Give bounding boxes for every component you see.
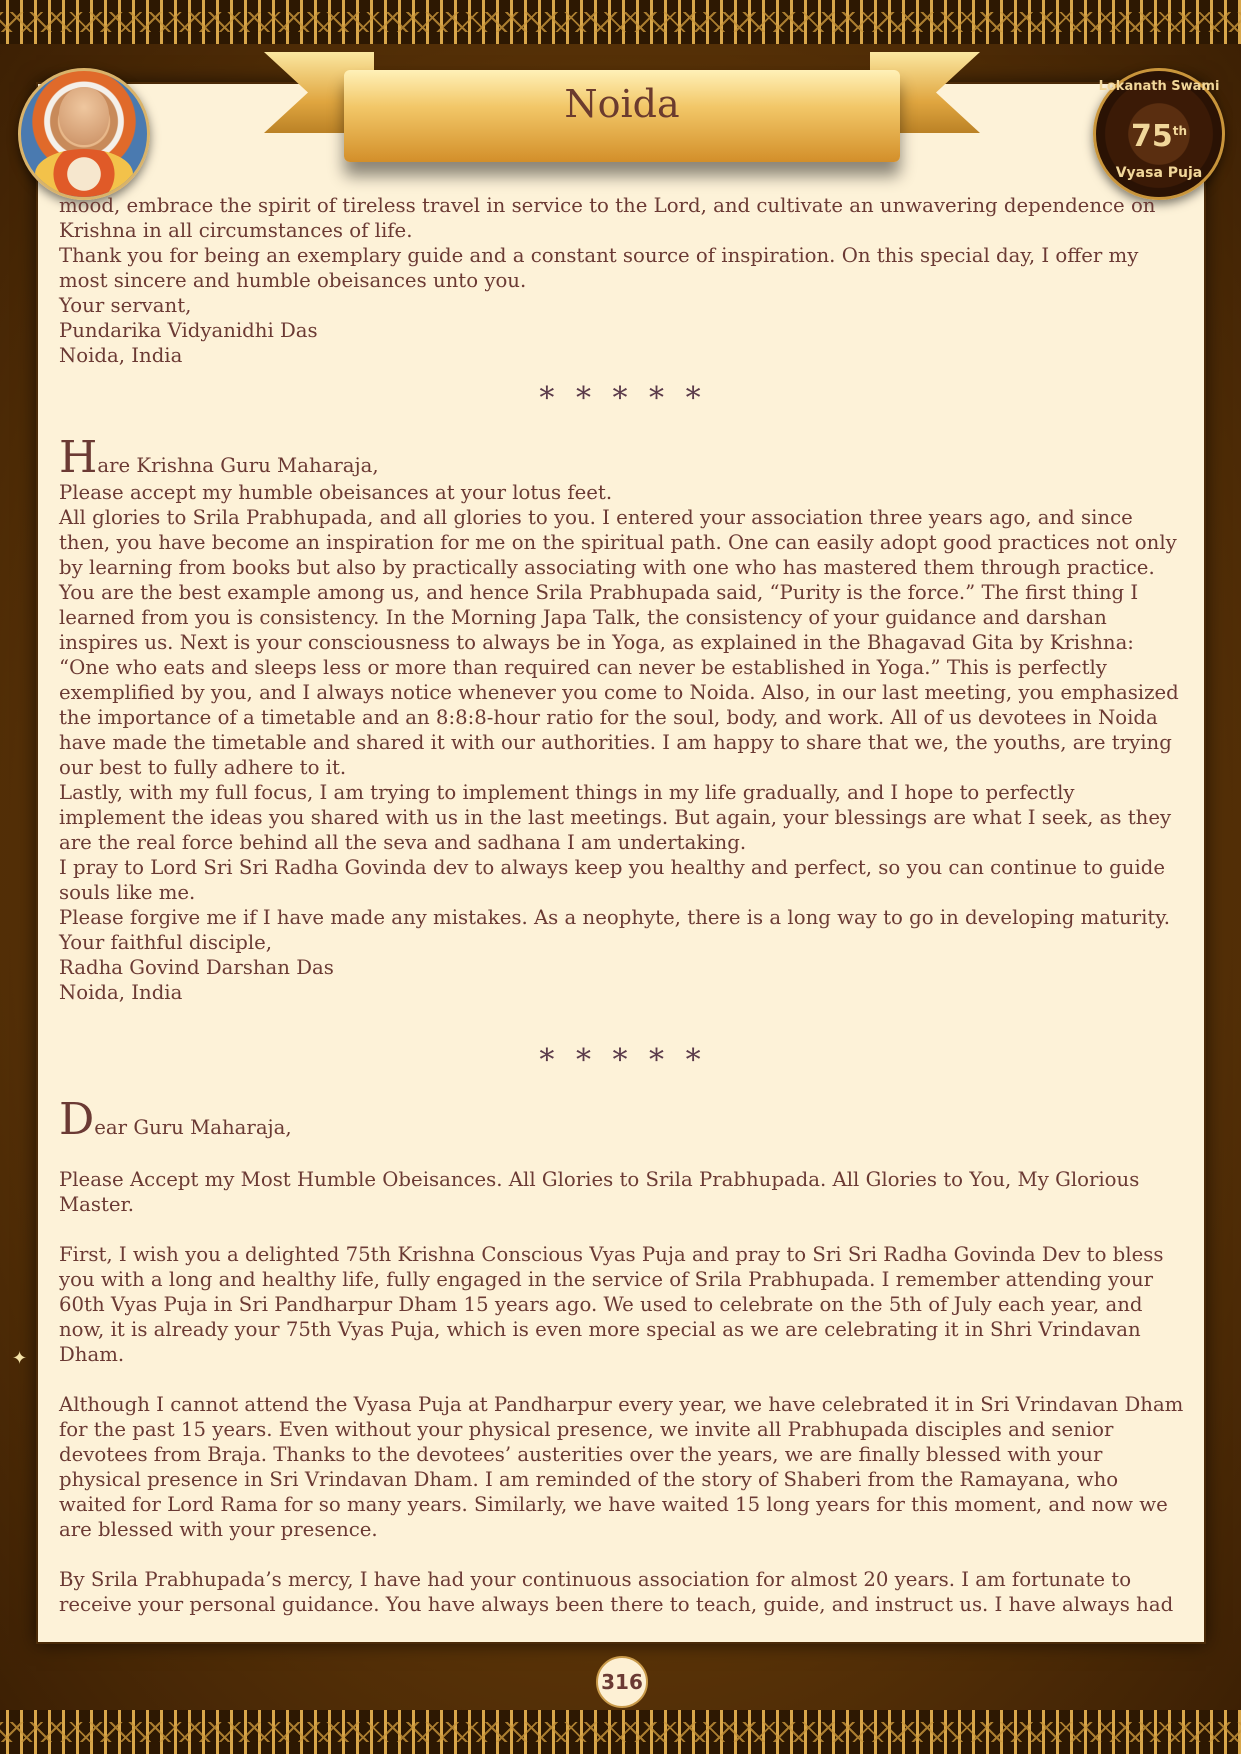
paragraph: mood, embrace the spirit of tireless travel in service to the Lord, and cultivate an unwavering dependence on Krishna in all circumstances of life. [59,194,1156,242]
salutation-text: ear Guru Maharaja, [94,1116,292,1139]
section-divider: * * * * * [539,381,707,416]
badge-number-value: 75 [1130,119,1173,154]
signoff: Your servant, [59,294,192,317]
badge-top-text: Lokanath Swami [1098,79,1220,94]
spacer [59,1542,1187,1567]
section-divider: * * * * * [539,1043,707,1078]
page-title: Noida [564,82,680,126]
paragraph: Thank you for being an exemplary guide and a constant source of inspiration. On this special day, I offer my most sincere and humble obeisances unto you. [59,244,1139,292]
paragraph: Although I cannot attend the Vyasa Puja at Pandharpur every year, we have celebrated it in Sri Vrindavan Dham for the past 15 years. Even without your physical presence, we invite all Prabhupada disciples and senior devotees from Braja. Thanks to the devotees’ austerities over the years, we are finally blessed with your physical presence in Sri Vrindavan Dham. I am reminded of the story of Shaberi from the Ramayana, who waited for Lord Rama for so many years. Similarly, we have waited 15 long years for this moment, and now we are blessed with your presence. [59,1393,1184,1541]
signature-name: Radha Govind Darshan Das [59,956,334,979]
page-content [59,193,1187,1617]
letter-1-closing [59,193,1187,368]
decorative-top-border [0,0,1241,44]
page-number: 316 [596,1656,648,1708]
paragraph: First, I wish you a delighted 75th Krishna Conscious Vyas Puja and pray to Sri Sri Radha Govinda Dev to bless you with a long and healthy life, fully engaged in the service of Srila Prabhupada. I remember attending your 60th Vyas Puja in Sri Pandharpur Dham 15 years ago. We used to celebrate on the 5th of July each year, and now, it is already your 75th Vyas Puja, which is even more special as we are celebrating it in Shri Vrindavan Dham. [59,1243,1164,1366]
paragraph: Lastly, with my full focus, I am trying to implement things in my life gradually, and I hope to perfectly implement the ideas you shared with us in the last meetings. But again, your blessings are what I seek, as they are the real force behind all the seva and sadhana I am undertaking. [59,781,1172,854]
badge-number-suffix: th [1172,124,1188,138]
sparkle-icon: ✦ [12,1348,28,1369]
signature-name: Pundarika Vidyanidhi Das [59,319,318,342]
vyasa-puja-logo [1093,68,1225,200]
paragraph: Please accept my humble obeisances at your lotus feet. [59,481,613,504]
salutation-text: are Krishna Guru Maharaja, [97,454,379,477]
letter-2 [59,432,1187,1005]
paragraph: All glories to Srila Prabhupada, and all glories to you. I entered your association three years ago, and since then, you have become an inspiration for me on the spiritual path. One can easily adopt good practices not only by learning from books but also by practically associating with one who has mastered them through practice. You are the best example among us, and hence Srila Prabhupada said, “Purity is the force.” The first thing I learned from you is consistency. In the Morning Japa Talk, the consistency of your guidance and darshan inspires us. Next is your consciousness to always be in Yoga, as explained in the Bhagavad Gita by Krishna: “One who eats and sleeps less or more than required can never be established in Yoga.” This is perfectly exemplified by you, and I always notice whenever you come to Noida. Also, in our last meeting, you emphasized the importance of a timetable and an 8:8:8-hour ratio for the soul, body, and work. All of us devotees in Noida have made the timetable and shared it with our authorities. I am happy to share that we, the youths, are trying our best to fully adhere to it. [59,506,1179,779]
title-banner [264,52,980,172]
drop-cap: H [59,432,98,483]
letter-3 [59,1094,1187,1617]
paragraph: Please forgive me if I have made any mistakes. As a neophyte, there is a long way to go in developing maturity. [59,906,1171,929]
paragraph: By Srila Prabhupada’s mercy, I have had your continuous association for almost 20 years. I am fortunate to receive your personal guidance. You have always been there to teach, guide, and instruct us. I have always had [59,1568,1174,1616]
badge-number [1096,109,1222,159]
guru-portrait [18,68,150,200]
salutation [59,432,1187,483]
decorative-bottom-border [0,1710,1241,1754]
portrait-garland [35,149,133,199]
spacer [59,1367,1187,1392]
portrait-head [59,87,109,145]
drop-cap: D [59,1094,95,1145]
salutation [59,1094,1187,1145]
paragraph: Please Accept my Most Humble Obeisances. All Glories to Srila Prabhupada. All Glories to You, My Glorious Master. [59,1168,1140,1216]
spacer [59,1142,1187,1167]
signature-location: Noida, India [59,344,183,367]
signature-location: Noida, India [59,981,183,1004]
paragraph: I pray to Lord Sri Sri Radha Govinda dev to always keep you healthy and perfect, so you can continue to guide souls like me. [59,856,1166,904]
badge-bottom-text: Vyasa Puja [1115,165,1203,181]
spacer [59,1005,1187,1030]
signoff: Your faithful disciple, [59,931,273,954]
spacer [59,1217,1187,1242]
